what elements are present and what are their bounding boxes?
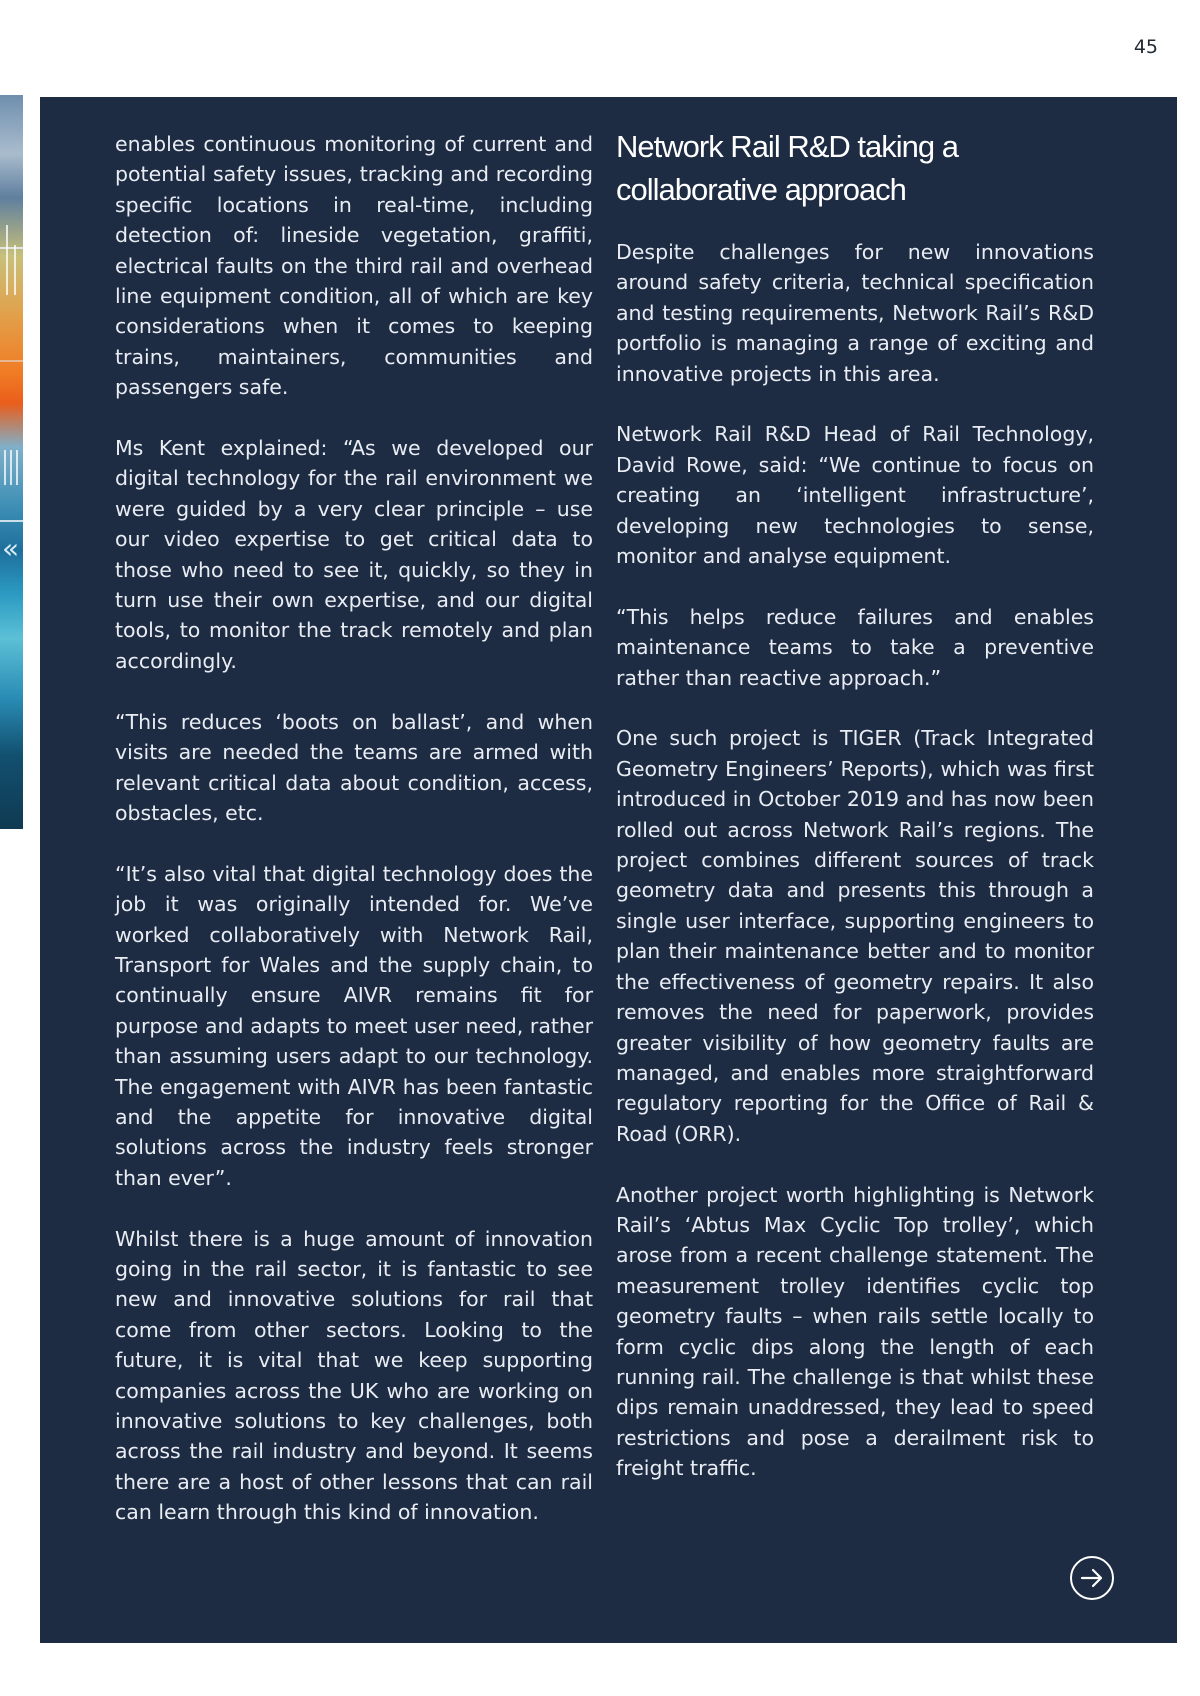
paragraph: enables continuous monitoring of current and potential safety issues, tracking and recording specific locations in real-time, including detection of: lineside vegetation, graffiti, electrical faults on the third rail and overhead line equipment condition, all of which are key considerations when it comes to keeping trains, maintainers, communities and passengers safe. (115, 132, 593, 400)
paragraph: “This reduces ‘boots on ballast’, and when visits are needed the teams are armed with relevant critical data about condition, access, obstacles, etc. (115, 709, 593, 825)
cover-image-strip (0, 95, 23, 829)
chevron-left-icon: « (2, 532, 20, 565)
paragraph: “This helps reduce failures and enables maintenance teams to take a preventive rather than reactive approach.” (616, 604, 1094, 690)
page-number: 45 (1133, 36, 1158, 58)
paragraph: Ms Kent explained: “As we developed our digital technology for the rail environment we were guided by a very clear principle – use our video expertise to get critical data to those who need to see it, quickly, so they in turn use their own expertise, and our digital tools, to monitor the track remotely and plan accordingly. (115, 436, 593, 673)
left-column (115, 129, 593, 1558)
paragraph: Despite challenges for new innovations around safety criteria, technical specification and testing requirements, Network Rail’s R&D portfolio is managing a range of exciting and innovative projects in this area. (616, 240, 1094, 386)
paragraph: One such project is TIGER (Track Integrated Geometry Engineers’ Reports), which was first introduced in October 2019 and has now been rolled out across Network Rail’s regions. The project combines different sources of track geometry data and presents this through a single user interface, supporting engineers to plan their maintenance better and to monitor the effectiveness of geometry repairs. It also removes the need for paperwork, provides greater visibility of how geometry faults are managed, and enables more straightforward regulatory reporting for the Office of Rail & Road (ORR). (616, 726, 1094, 1146)
paragraph: Another project worth highlighting is Network Rail’s ‘Abtus Max Cyclic Top trolley’, which arose from a recent challenge statement. The measurement trolley identifies cyclic top geometry faults – when rails settle locally to form cyclic dips along the length of each running rail. The challenge is that whilst these dips remain unaddressed, they lead to speed restrictions and pose a derailment risk to freight traffic. (616, 1182, 1094, 1481)
paragraph: Whilst there is a huge amount of innovation going in the rail sector, it is fantastic to see new and innovative solutions for rail that come from other sectors. Looking to the future, it is vital that we keep supporting companies across the UK who are working on innovative solutions to key challenges, both across the rail industry and beyond. It seems there are a host of other lessons that can rail can learn through this kind of innovation. (115, 1226, 593, 1525)
article-panel (40, 97, 1177, 1643)
paragraph: “It’s also vital that digital technology does the job it was originally intended for. We’ve worked collaboratively with Network Rail, Transport for Wales and the supply chain, to continually ensure AIVR remains fit for purpose and adapts to meet user need, rather than assuming users adapt to our technology. The engagement with AIVR has been fantastic and the appetite for innovative digital solutions across the industry feels stronger than ever”. (115, 861, 593, 1190)
right-column (616, 129, 1094, 1514)
arrow-right-circle-icon (1080, 1568, 1104, 1588)
section-heading: Network Rail R&D taking a collaborative approach (616, 129, 958, 207)
next-page-button[interactable] (1070, 1556, 1114, 1600)
paragraph: Network Rail R&D Head of Rail Technology, David Rowe, said: “We continue to focus on creating an ‘intelligent infrastructure’, developing new technologies to sense, monitor and analyse equipment. (616, 422, 1094, 569)
